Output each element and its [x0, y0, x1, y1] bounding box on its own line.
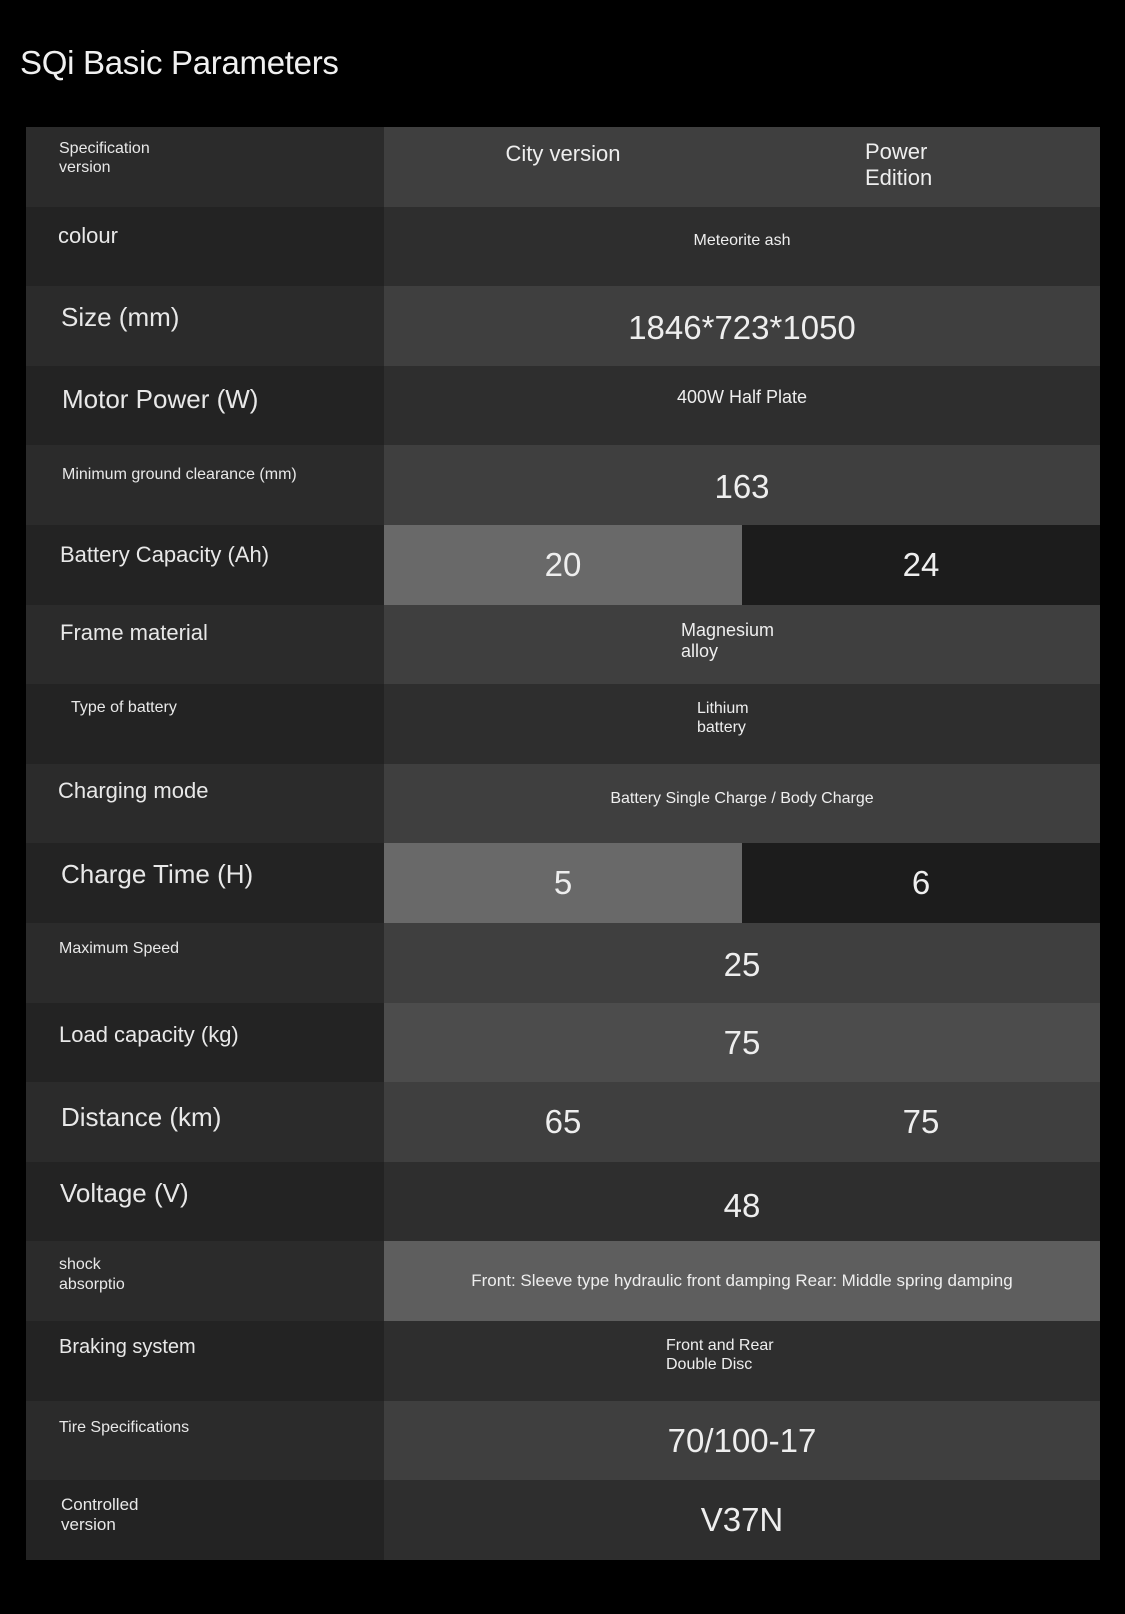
row-value: 400W Half Plate [676, 386, 808, 407]
row-label: Charging mode [58, 777, 209, 803]
row-value: Front: Sleeve type hydraulic front damping Rear: Middle spring damping [471, 1270, 1013, 1290]
row-battery-capacity [26, 525, 1100, 605]
row-label: colour [58, 222, 118, 248]
row-value-city: 65 [544, 1103, 582, 1141]
row-label: Controlled version [61, 1495, 139, 1535]
header-spec-label: Specification version [59, 140, 150, 177]
row-value: Meteorite ash [693, 231, 791, 249]
row-label: Braking system [59, 1335, 196, 1358]
row-label: Type of battery [71, 699, 177, 717]
row-value: 48 [723, 1186, 761, 1224]
row-value: Lithium battery [697, 700, 749, 737]
row-value: 70/100-17 [667, 1421, 817, 1459]
row-distance [26, 1082, 1100, 1162]
header-power-edition: Power Edition [865, 139, 933, 191]
row-value: 163 [714, 468, 770, 506]
row-size [26, 286, 1100, 366]
row-label: shock absorptio [59, 1256, 125, 1293]
row-label: Voltage (V) [60, 1177, 189, 1208]
row-label: Battery Capacity (Ah) [60, 541, 270, 567]
row-voltage [26, 1162, 1100, 1242]
row-controlled-version [26, 1480, 1100, 1560]
row-value: 75 [723, 1023, 761, 1061]
row-value: Front and Rear Double Disc [666, 1336, 774, 1374]
parameters-table [26, 127, 1100, 1560]
row-value: 25 [723, 945, 761, 983]
row-label: Minimum ground clearance (mm) [62, 466, 297, 484]
header-row [26, 127, 1100, 207]
row-shock-absorption [26, 1241, 1100, 1321]
row-value: 1846*723*1050 [628, 309, 856, 347]
row-value-power: 75 [902, 1103, 940, 1141]
row-ground-clearance [26, 445, 1100, 525]
row-label: Distance (km) [61, 1102, 222, 1133]
row-label: Tire Specifications [59, 1418, 190, 1436]
row-charging-mode [26, 764, 1100, 844]
row-frame-material [26, 605, 1100, 685]
page-title: SQi Basic Parameters [20, 44, 339, 81]
header-city-version: City version [505, 141, 621, 166]
row-label: Charge Time (H) [61, 859, 254, 890]
row-value: Battery Single Charge / Body Charge [610, 789, 874, 807]
row-charge-time [26, 843, 1100, 923]
row-value-power: 24 [902, 545, 940, 583]
row-label: Maximum Speed [59, 939, 180, 957]
row-value-city: 5 [553, 864, 573, 902]
row-type-of-battery [26, 684, 1100, 764]
row-maximum-speed [26, 923, 1100, 1003]
row-tire-specifications [26, 1401, 1100, 1481]
row-value: Magnesium alloy [681, 619, 775, 662]
row-motor-power [26, 366, 1100, 446]
row-label: Frame material [60, 619, 208, 645]
row-value-power: 6 [911, 864, 931, 902]
row-value-city: 20 [544, 545, 582, 583]
row-colour [26, 207, 1100, 287]
row-label: Size (mm) [61, 302, 180, 333]
row-label: Motor Power (W) [62, 383, 259, 414]
row-label: Load capacity (kg) [59, 1021, 239, 1047]
row-load-capacity [26, 1003, 1100, 1083]
row-value: V37N [700, 1501, 784, 1539]
row-braking-system [26, 1321, 1100, 1401]
